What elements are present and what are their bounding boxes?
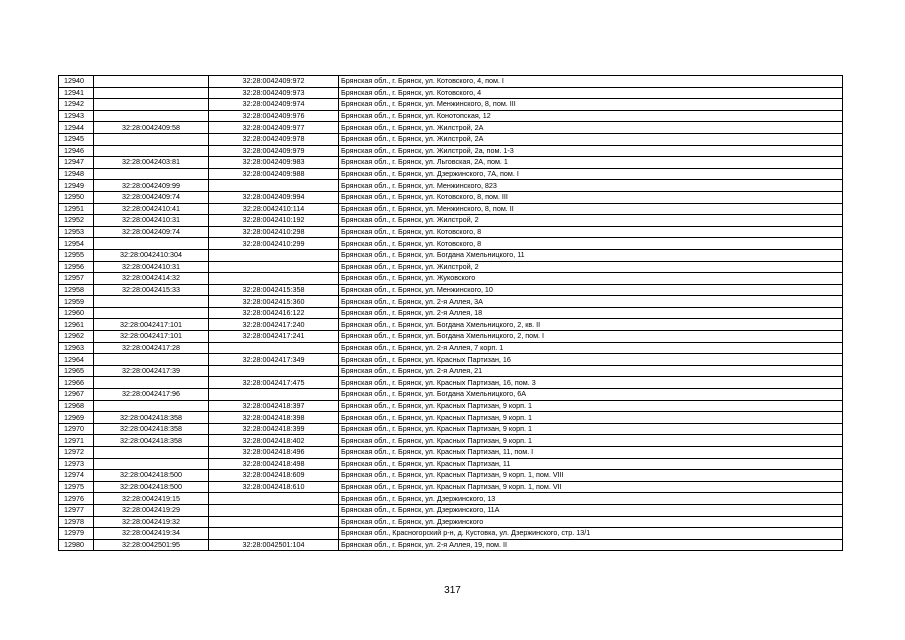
object-cadastral-number-cell [209, 180, 339, 192]
address-cell: Брянская обл., г. Брянск, ул. Красных Партизан, 11, пом. I [339, 447, 843, 459]
object-cadastral-number-cell: 32:28:0042418:398 [209, 412, 339, 424]
address-cell: Брянская обл., г. Брянск, ул. Менжинского, 8, пом. III [339, 99, 843, 111]
parcel-cadastral-number-cell [94, 133, 209, 145]
address-cell: Брянская обл., г. Брянск, ул. Красных Партизан, 9 корп. 1 [339, 435, 843, 447]
address-cell: Брянская обл., г. Брянск, ул. Менжинского, 8, пом. II [339, 203, 843, 215]
object-cadastral-number-cell: 32:28:0042409:977 [209, 122, 339, 134]
address-cell: Брянская обл., г. Брянск, ул. Льговская, 2А, пом. 1 [339, 157, 843, 169]
parcel-cadastral-number-cell: 32:28:0042417:96 [94, 389, 209, 401]
address-cell: Брянская обл., г. Брянск, ул. 2-я Аллея, 18 [339, 307, 843, 319]
object-cadastral-number-cell: 32:28:0042417:349 [209, 354, 339, 366]
parcel-cadastral-number-cell: 32:28:0042417:101 [94, 319, 209, 331]
object-cadastral-number-cell: 32:28:0042501:104 [209, 539, 339, 551]
object-cadastral-number-cell: 32:28:0042409:972 [209, 76, 339, 88]
parcel-cadastral-number-cell: 32:28:0042418:358 [94, 412, 209, 424]
row-number-cell: 12954 [59, 238, 94, 250]
row-number-cell: 12943 [59, 110, 94, 122]
table-row [59, 389, 843, 401]
table-row [59, 249, 843, 261]
parcel-cadastral-number-cell: 32:28:0042418:500 [94, 470, 209, 482]
address-cell: Брянская обл., г. Брянск, ул. Жуковского [339, 273, 843, 285]
parcel-cadastral-number-cell [94, 307, 209, 319]
object-cadastral-number-cell: 32:28:0042409:979 [209, 145, 339, 157]
table-row [59, 319, 843, 331]
object-cadastral-number-cell: 32:28:0042418:610 [209, 481, 339, 493]
parcel-cadastral-number-cell [94, 238, 209, 250]
parcel-cadastral-number-cell: 32:28:0042501:95 [94, 539, 209, 551]
parcel-cadastral-number-cell [94, 296, 209, 308]
table-row [59, 447, 843, 459]
address-cell: Брянская обл., г. Брянск, ул. Красных Партизан, 11 [339, 458, 843, 470]
table-row [59, 99, 843, 111]
parcel-cadastral-number-cell [94, 447, 209, 459]
address-cell: Брянская обл., г. Брянск, ул. Котовского, 8 [339, 226, 843, 238]
object-cadastral-number-cell [209, 273, 339, 285]
address-cell: Брянская обл., г. Брянск, ул. Жилстрой, 2А [339, 122, 843, 134]
address-cell: Брянская обл., г. Брянск, ул. Дзержинского, 7А, пом. I [339, 168, 843, 180]
parcel-cadastral-number-cell [94, 110, 209, 122]
parcel-cadastral-number-cell: 32:28:0042414:32 [94, 273, 209, 285]
row-number-cell: 12973 [59, 458, 94, 470]
parcel-cadastral-number-cell: 32:28:0042419:29 [94, 504, 209, 516]
parcel-cadastral-number-cell [94, 377, 209, 389]
table-row [59, 168, 843, 180]
object-cadastral-number-cell: 32:28:0042409:976 [209, 110, 339, 122]
table-row [59, 110, 843, 122]
table-row [59, 261, 843, 273]
object-cadastral-number-cell: 32:28:0042418:609 [209, 470, 339, 482]
address-cell: Брянская обл., г. Брянск, ул. Менжинского, 10 [339, 284, 843, 296]
row-number-cell: 12947 [59, 157, 94, 169]
row-number-cell: 12953 [59, 226, 94, 238]
object-cadastral-number-cell [209, 389, 339, 401]
table-row [59, 481, 843, 493]
address-cell: Брянская обл., г. Брянск, ул. Жилстрой, 2а, пом. 1-3 [339, 145, 843, 157]
object-cadastral-number-cell: 32:28:0042417:241 [209, 331, 339, 343]
address-cell: Брянская обл., г. Брянск, ул. Котовского, 4 [339, 87, 843, 99]
row-number-cell: 12956 [59, 261, 94, 273]
address-cell: Брянская обл., г. Брянск, ул. Менжинского, 823 [339, 180, 843, 192]
object-cadastral-number-cell: 32:28:0042410:298 [209, 226, 339, 238]
object-cadastral-number-cell [209, 504, 339, 516]
table-row [59, 365, 843, 377]
parcel-cadastral-number-cell: 32:28:0042419:15 [94, 493, 209, 505]
row-number-cell: 12972 [59, 447, 94, 459]
object-cadastral-number-cell: 32:28:0042409:974 [209, 99, 339, 111]
parcel-cadastral-number-cell [94, 145, 209, 157]
parcel-cadastral-number-cell: 32:28:0042403:81 [94, 157, 209, 169]
row-number-cell: 12958 [59, 284, 94, 296]
table-row [59, 528, 843, 540]
address-cell: Брянская обл., г. Брянск, ул. Дзержинского, 11А [339, 504, 843, 516]
table-row [59, 493, 843, 505]
address-cell: Брянская обл., г. Брянск, ул. Красных Партизан, 16, пом. 3 [339, 377, 843, 389]
parcel-cadastral-number-cell: 32:28:0042418:358 [94, 435, 209, 447]
row-number-cell: 12959 [59, 296, 94, 308]
object-cadastral-number-cell: 32:28:0042409:994 [209, 191, 339, 203]
table-row [59, 273, 843, 285]
parcel-cadastral-number-cell: 32:28:0042410:31 [94, 261, 209, 273]
table-row [59, 238, 843, 250]
parcel-cadastral-number-cell: 32:28:0042418:500 [94, 481, 209, 493]
address-cell: Брянская обл., г. Брянск, ул. Богдана Хмельницкого, 2, кв. II [339, 319, 843, 331]
address-cell: Брянская обл., г. Брянск, ул. Жилстрой, 2 [339, 261, 843, 273]
row-number-cell: 12950 [59, 191, 94, 203]
parcel-cadastral-number-cell: 32:28:0042417:28 [94, 342, 209, 354]
object-cadastral-number-cell [209, 365, 339, 377]
parcel-cadastral-number-cell [94, 400, 209, 412]
object-cadastral-number-cell [209, 493, 339, 505]
table-row [59, 284, 843, 296]
table-row [59, 226, 843, 238]
table-row [59, 296, 843, 308]
table-row [59, 87, 843, 99]
page-number: 317 [444, 585, 461, 596]
object-cadastral-number-cell: 32:28:0042418:402 [209, 435, 339, 447]
row-number-cell: 12955 [59, 249, 94, 261]
parcel-cadastral-number-cell [94, 354, 209, 366]
address-cell: Брянская обл., г. Брянск, ул. Красных Партизан, 16 [339, 354, 843, 366]
row-number-cell: 12960 [59, 307, 94, 319]
object-cadastral-number-cell: 32:28:0042409:973 [209, 87, 339, 99]
parcel-cadastral-number-cell: 32:28:0042410:31 [94, 215, 209, 227]
address-cell: Брянская обл., г. Брянск, ул. Конотопская, 12 [339, 110, 843, 122]
parcel-cadastral-number-cell [94, 76, 209, 88]
address-cell: Брянская обл., г. Брянск, ул. Красных Партизан, 9 корп. 1, пом. VIII [339, 470, 843, 482]
parcel-cadastral-number-cell: 32:28:0042418:358 [94, 423, 209, 435]
address-cell: Брянская обл., г. Брянск, ул. Дзержинского, 13 [339, 493, 843, 505]
address-cell: Брянская обл., г. Брянск, ул. Красных Партизан, 9 корп. 1 [339, 412, 843, 424]
object-cadastral-number-cell: 32:28:0042410:192 [209, 215, 339, 227]
row-number-cell: 12974 [59, 470, 94, 482]
object-cadastral-number-cell: 32:28:0042409:983 [209, 157, 339, 169]
row-number-cell: 12969 [59, 412, 94, 424]
row-number-cell: 12946 [59, 145, 94, 157]
address-cell: Брянская обл., г. Брянск, ул. 2-я Аллея, 3А [339, 296, 843, 308]
table-row [59, 354, 843, 366]
object-cadastral-number-cell: 32:28:0042410:114 [209, 203, 339, 215]
table-row [59, 377, 843, 389]
table-row [59, 180, 843, 192]
row-number-cell: 12977 [59, 504, 94, 516]
parcel-cadastral-number-cell [94, 458, 209, 470]
row-number-cell: 12963 [59, 342, 94, 354]
object-cadastral-number-cell: 32:28:0042410:299 [209, 238, 339, 250]
object-cadastral-number-cell [209, 261, 339, 273]
object-cadastral-number-cell: 32:28:0042415:360 [209, 296, 339, 308]
address-cell: Брянская обл., г. Брянск, ул. Котовского, 8, пом. III [339, 191, 843, 203]
table-row [59, 470, 843, 482]
row-number-cell: 12964 [59, 354, 94, 366]
object-cadastral-number-cell: 32:28:0042418:496 [209, 447, 339, 459]
parcel-cadastral-number-cell: 32:28:0042415:33 [94, 284, 209, 296]
parcel-cadastral-number-cell: 32:28:0042419:34 [94, 528, 209, 540]
object-cadastral-number-cell [209, 249, 339, 261]
address-cell: Брянская обл., г. Брянск, ул. 2-я Аллея, 7 корп. 1 [339, 342, 843, 354]
object-cadastral-number-cell: 32:28:0042417:475 [209, 377, 339, 389]
row-number-cell: 12949 [59, 180, 94, 192]
row-number-cell: 12966 [59, 377, 94, 389]
table-row [59, 504, 843, 516]
object-cadastral-number-cell: 32:28:0042415:358 [209, 284, 339, 296]
parcel-cadastral-number-cell: 32:28:0042417:39 [94, 365, 209, 377]
address-cell: Брянская обл., г. Брянск, ул. 2-я Аллея, 21 [339, 365, 843, 377]
row-number-cell: 12941 [59, 87, 94, 99]
row-number-cell: 12957 [59, 273, 94, 285]
row-number-cell: 12942 [59, 99, 94, 111]
object-cadastral-number-cell [209, 528, 339, 540]
address-cell: Брянская обл., г. Брянск, ул. 2-я Аллея, 19, пом. II [339, 539, 843, 551]
parcel-cadastral-number-cell: 32:28:0042417:101 [94, 331, 209, 343]
table-row [59, 307, 843, 319]
row-number-cell: 12952 [59, 215, 94, 227]
object-cadastral-number-cell: 32:28:0042409:988 [209, 168, 339, 180]
table-row [59, 516, 843, 528]
object-cadastral-number-cell: 32:28:0042418:397 [209, 400, 339, 412]
row-number-cell: 12970 [59, 423, 94, 435]
table-row [59, 76, 843, 88]
row-number-cell: 12965 [59, 365, 94, 377]
table-row [59, 157, 843, 169]
parcel-cadastral-number-cell: 32:28:0042410:304 [94, 249, 209, 261]
parcel-cadastral-number-cell: 32:28:0042409:74 [94, 226, 209, 238]
row-number-cell: 12967 [59, 389, 94, 401]
row-number-cell: 12940 [59, 76, 94, 88]
parcel-cadastral-number-cell: 32:28:0042409:74 [94, 191, 209, 203]
table-row [59, 122, 843, 134]
parcel-cadastral-number-cell: 32:28:0042410:41 [94, 203, 209, 215]
object-cadastral-number-cell [209, 516, 339, 528]
row-number-cell: 12968 [59, 400, 94, 412]
object-cadastral-number-cell [209, 342, 339, 354]
address-cell: Брянская обл., г. Брянск, ул. Жилстрой, 2 [339, 215, 843, 227]
row-number-cell: 12975 [59, 481, 94, 493]
parcel-cadastral-number-cell: 32:28:0042409:99 [94, 180, 209, 192]
parcel-cadastral-number-cell [94, 168, 209, 180]
row-number-cell: 12948 [59, 168, 94, 180]
registry-table-body [59, 76, 843, 551]
row-number-cell: 12961 [59, 319, 94, 331]
row-number-cell: 12978 [59, 516, 94, 528]
parcel-cadastral-number-cell: 32:28:0042409:58 [94, 122, 209, 134]
object-cadastral-number-cell: 32:28:0042417:240 [209, 319, 339, 331]
row-number-cell: 12979 [59, 528, 94, 540]
table-row [59, 203, 843, 215]
address-cell: Брянская обл., г. Брянск, ул. Богдана Хмельницкого, 2, пом. I [339, 331, 843, 343]
parcel-cadastral-number-cell [94, 99, 209, 111]
table-row [59, 435, 843, 447]
parcel-cadastral-number-cell: 32:28:0042419:32 [94, 516, 209, 528]
object-cadastral-number-cell: 32:28:0042418:399 [209, 423, 339, 435]
address-cell: Брянская обл., г. Брянск, ул. Богдана Хмельницкого, 6А [339, 389, 843, 401]
table-row [59, 458, 843, 470]
table-row [59, 412, 843, 424]
table-row [59, 539, 843, 551]
object-cadastral-number-cell: 32:28:0042418:498 [209, 458, 339, 470]
table-row [59, 423, 843, 435]
address-cell: Брянская обл., Красногорский р-н, д. Кустовка, ул. Дзержинского, стр. 13/1 [339, 528, 843, 540]
table-row [59, 191, 843, 203]
address-cell: Брянская обл., г. Брянск, ул. Красных Партизан, 9 корп. 1, пом. VII [339, 481, 843, 493]
table-row [59, 331, 843, 343]
parcel-cadastral-number-cell [94, 87, 209, 99]
address-cell: Брянская обл., г. Брянск, ул. Красных Партизан, 9 корп. 1 [339, 423, 843, 435]
address-cell: Брянская обл., г. Брянск, ул. Котовского, 4, пом. I [339, 76, 843, 88]
table-row [59, 342, 843, 354]
address-cell: Брянская обл., г. Брянск, ул. Дзержинского [339, 516, 843, 528]
table-row [59, 400, 843, 412]
table-row [59, 145, 843, 157]
address-cell: Брянская обл., г. Брянск, ул. Красных Партизан, 9 корп. 1 [339, 400, 843, 412]
object-cadastral-number-cell: 32:28:0042416:122 [209, 307, 339, 319]
address-cell: Брянская обл., г. Брянск, ул. Жилстрой, 2А [339, 133, 843, 145]
row-number-cell: 12945 [59, 133, 94, 145]
row-number-cell: 12951 [59, 203, 94, 215]
address-cell: Брянская обл., г. Брянск, ул. Котовского, 8 [339, 238, 843, 250]
object-cadastral-number-cell: 32:28:0042409:978 [209, 133, 339, 145]
address-cell: Брянская обл., г. Брянск, ул. Богдана Хмельницкого, 11 [339, 249, 843, 261]
table-row [59, 133, 843, 145]
row-number-cell: 12971 [59, 435, 94, 447]
row-number-cell: 12944 [59, 122, 94, 134]
row-number-cell: 12976 [59, 493, 94, 505]
registry-table [58, 75, 843, 551]
row-number-cell: 12962 [59, 331, 94, 343]
table-row [59, 215, 843, 227]
row-number-cell: 12980 [59, 539, 94, 551]
